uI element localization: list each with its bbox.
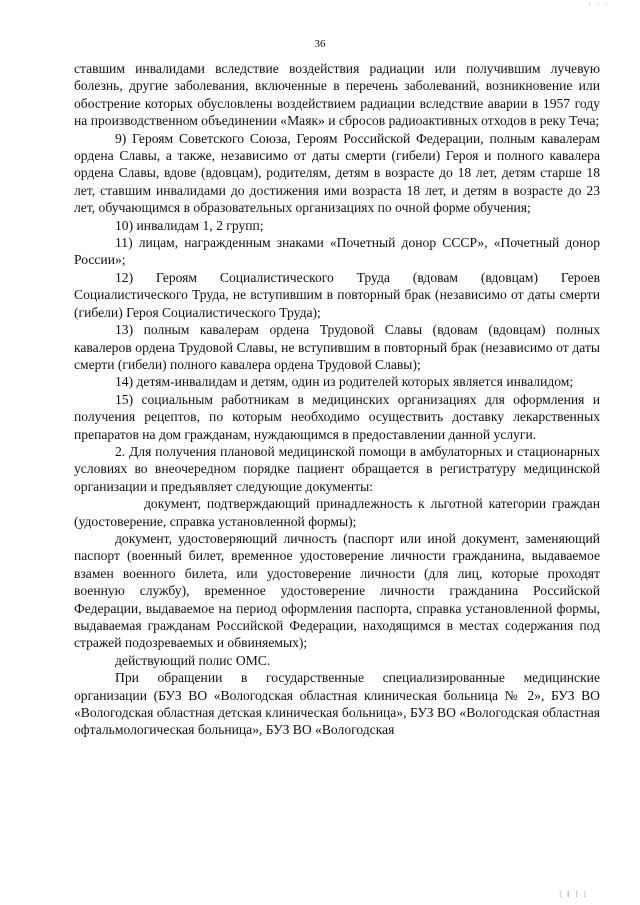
paragraph: 12) Героям Социалистического Труда (вдовам (вдовцам) Героев Социалистического Труда, не вступившим в повторный брак (независимо от даты смерти (гибели) Героя Социалистического Труда); xyxy=(74,269,600,320)
paragraph: 14) детям-инвалидам и детям, один из родителей которых является инвалидом; xyxy=(115,374,574,390)
paragraph: действующий полис ОМС. xyxy=(115,652,271,668)
paragraph: При обращении в государственные специализированные медицинские организации (БУЗ ВО «Вологодская областная клиническая больница № 2», БУЗ ВО «Вологодская областная детская клиническая больница», БУЗ ВО «Вологодская областная офтальмологическая больница», БУЗ ВО «Вологодская xyxy=(74,670,600,738)
top-corner-mark: · · · xyxy=(588,0,610,9)
paragraph: 9) Героям Советского Союза, Героям Российской Федерации, полным кавалерам ордена Славы, а также, независимо от даты смерти (гибели) Героя и полного кавалера ордена Славы, вдове (вдовцам), родителям, детям в возрасте до 18 лет, детям старше 18 лет, ставшим инвалидами до достижения ими возраста 18 лет, и детям в возрасте до 23 лет, обучающимся в образовательных организациях по очной форме обучения; xyxy=(74,130,600,216)
paragraph: 15) социальным работникам в медицинских организациях для оформления и получения рецептов, по которым необходимо осуществить доставку лекарственных препаратов на дом гражданам, нуждающимся в предоставлении данной услуги. xyxy=(74,391,600,442)
paragraph: 10) инвалидам 1, 2 групп; xyxy=(115,217,264,233)
document-body xyxy=(74,60,600,739)
page-number: 36 xyxy=(314,38,326,50)
paragraph: 13) полным кавалерам ордена Трудовой Славы (вдовам (вдовцам) полных кавалеров ордена Трудовой Славы, не вступившим в повторный брак (независимо от даты смерти (гибели) полного кавалера ордена Трудовой Славы); xyxy=(74,322,600,372)
bottom-corner-mark: ⁞ ‖ ⁞ ⁞ xyxy=(559,890,588,899)
paragraph: документ, подтверждающий принадлежность к льготной категории граждан (удостоверение, справка установленной формы); xyxy=(74,496,600,529)
paragraph: 2. Для получения плановой медицинской помощи в амбулаторных и стационарных условиях во внеочередном порядке пациент обращается в регистратуру медицинской организации и предъявляет следующие документы: xyxy=(74,443,600,494)
paragraph: ставшим инвалидами вследствие воздействия радиации или получившим лучевую болезнь, другие заболевания, включенные в перечень заболеваний, возникновение или обострение которых обусловлены воздействием радиации вследствие аварии в 1957 году на производственном объединении «Маяк» и сбросов радиоактивных отходов в реку Теча; xyxy=(74,61,600,129)
paragraph: документ, удостоверяющий личность (паспорт или иной документ, заменяющий паспорт (военный билет, временное удостоверение личности гражданина, выдаваемое взамен военного билета, или удостоверение личности (для лиц, которые проходят военную службу), временное удостоверение личности гражданина Российской Федерации, выдаваемое на период оформления паспорта, справка установленной формы, выдаваемая гражданам Российской Федерации, находящимся в местах содержания под стражей подозреваемых и обвиняемых); xyxy=(74,530,600,651)
paragraph: 11) лицам, награжденным знаками «Почетный донор СССР», «Почетный донор России»; xyxy=(74,235,600,268)
